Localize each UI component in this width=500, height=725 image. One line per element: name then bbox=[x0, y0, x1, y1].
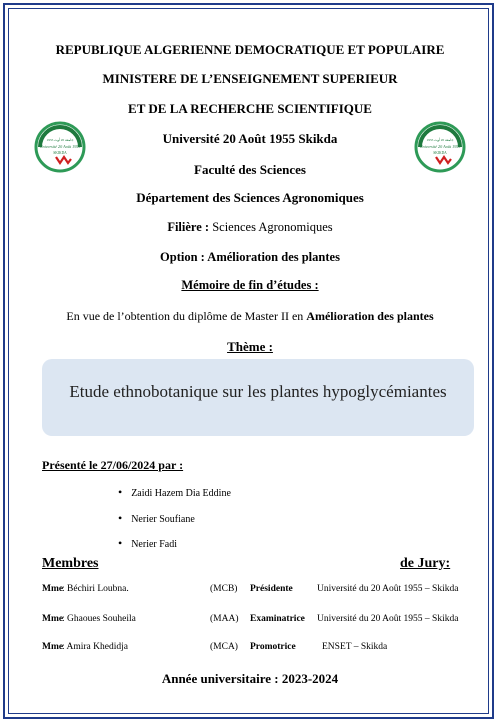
student-name: Nerier Soufiane bbox=[131, 514, 195, 525]
student-list-item: • Zaidi Hazem Dia Eddine bbox=[118, 485, 231, 499]
filiere-value: Sciences Agronomiques bbox=[209, 220, 333, 234]
option-label: Option : bbox=[160, 250, 205, 264]
student-name: Zaidi Hazem Dia Eddine bbox=[131, 488, 231, 499]
jury-title: Mme bbox=[42, 642, 64, 652]
logo-arabic-text: جامعة 20 أوت 1955 bbox=[426, 138, 454, 142]
jury-title: Mme bbox=[42, 614, 64, 624]
faculty-name: Faculté des Sciences bbox=[194, 162, 306, 177]
university-name: Université 20 Août 1955 Skikda bbox=[162, 131, 338, 146]
jury-name: : Amira Khedidja bbox=[62, 642, 128, 652]
jury-institution: Université du 20 Août 1955 – Skikda bbox=[317, 614, 459, 624]
university-logo-right bbox=[414, 121, 466, 173]
filiere-label: Filière : bbox=[167, 220, 210, 234]
filiere-line bbox=[0, 220, 500, 235]
university-logo-left bbox=[34, 121, 86, 173]
theme-box bbox=[42, 359, 474, 436]
ministry-title: MINISTERE DE L’ENSEIGNEMENT SUPERIEUR bbox=[102, 71, 398, 86]
obtention-field: Amélioration des plantes bbox=[306, 309, 434, 323]
student-list-item: • Nerier Fadi bbox=[118, 536, 178, 550]
department-name: Département des Sciences Agronomiques bbox=[136, 190, 364, 205]
jury-title: Mme bbox=[42, 584, 64, 594]
jury-grade: (MAA) bbox=[210, 614, 239, 624]
theme-title: Etude ethnobotanique sur les plantes hypoglycémiantes bbox=[69, 382, 447, 401]
jury-title-header: de Jury: bbox=[400, 556, 451, 571]
jury-institution: ENSET – Skikda bbox=[322, 642, 388, 652]
ministry-subtitle: ET DE LA RECHERCHE SCIENTIFIQUE bbox=[128, 101, 372, 116]
academic-year: Année universitaire : 2023-2024 bbox=[161, 671, 339, 686]
logo-latin-text: Université 20 Août 1955 bbox=[419, 144, 461, 149]
logo-arabic-text: جامعة 20 أوت 1955 bbox=[46, 138, 74, 142]
obtention-line bbox=[0, 309, 500, 324]
logo-latin-text: Université 20 Août 1955 bbox=[39, 144, 81, 149]
republic-title: REPUBLIQUE ALGERIENNE DEMOCRATIQUE ET POPULAIRE bbox=[55, 42, 445, 57]
memoire-title: Mémoire de fin d’études : bbox=[181, 278, 319, 292]
jury-institution: Université du 20 Août 1955 – Skikda bbox=[317, 584, 459, 594]
theme-label: Thème : bbox=[227, 339, 273, 354]
jury-members-header: Membres bbox=[42, 556, 99, 571]
option-line bbox=[0, 250, 500, 265]
logo-city-text: SKIKDA bbox=[433, 151, 447, 155]
jury-name: : Béchiri Loubna. bbox=[62, 584, 129, 594]
presented-label: Présenté le 27/06/2024 par : bbox=[42, 458, 184, 472]
jury-role: Promotrice bbox=[250, 642, 296, 652]
student-name: Nerier Fadi bbox=[131, 539, 178, 550]
jury-role: Présidente bbox=[250, 584, 293, 594]
option-value: Amélioration des plantes bbox=[204, 250, 340, 264]
obtention-prefix: En vue de l’obtention du diplôme de Master II en bbox=[66, 309, 307, 323]
jury-role: Examinatrice bbox=[250, 614, 305, 624]
student-list-item: • Nerier Soufiane bbox=[118, 511, 195, 525]
jury-grade: (MCA) bbox=[210, 642, 238, 652]
jury-grade: (MCB) bbox=[210, 584, 238, 594]
jury-name: : Ghaoues Souheila bbox=[62, 614, 136, 624]
logo-city-text: SKIKDA bbox=[53, 151, 67, 155]
